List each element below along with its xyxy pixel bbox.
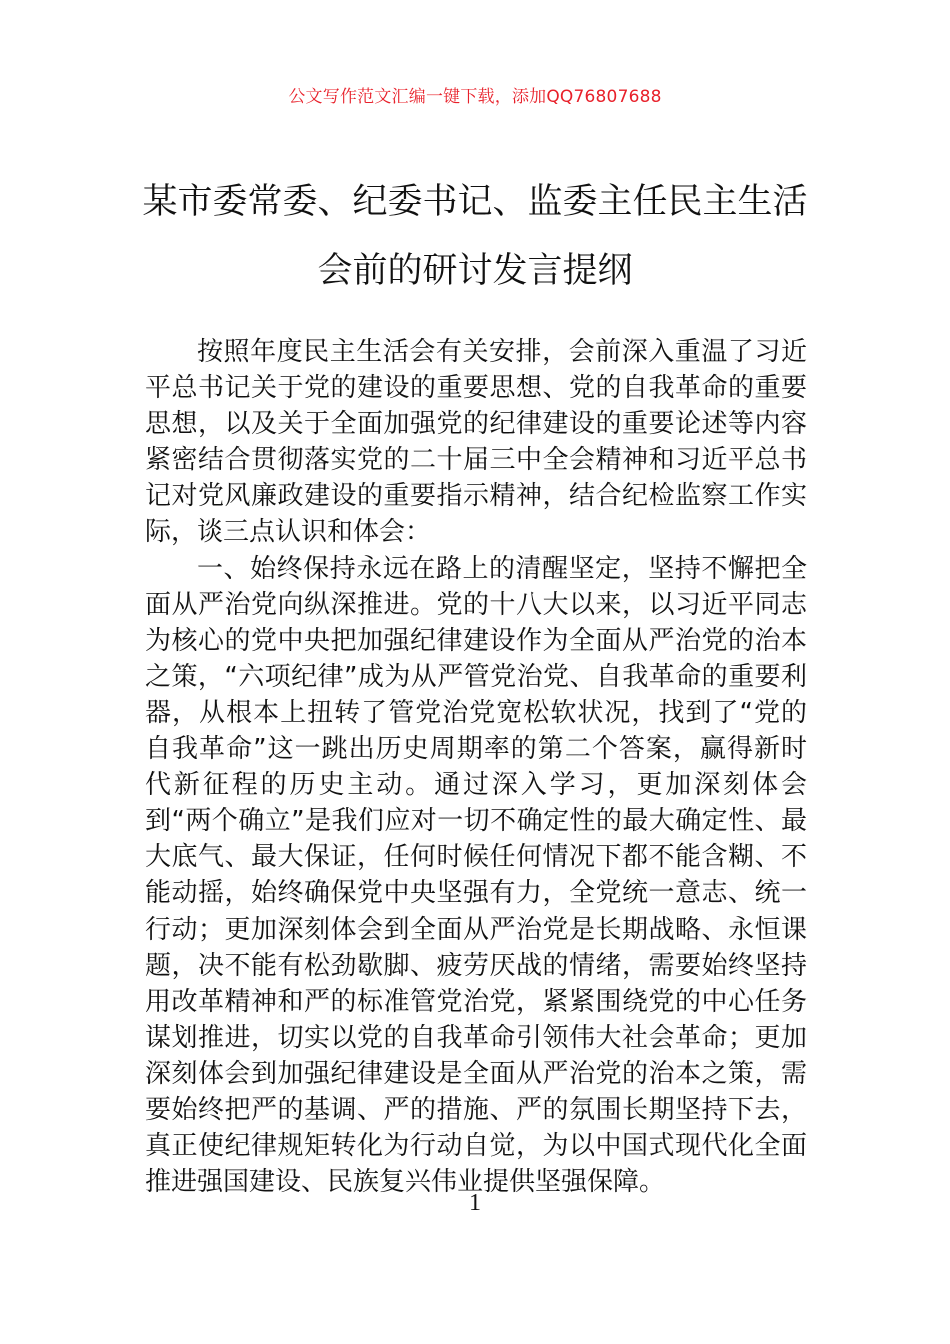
document-body: [145, 334, 807, 1200]
intro-paragraph: 按照年度民主生活会有关安排，会前深入重温了习近平总书记关于党的建设的重要思想、党的自我革命的重要思想，以及关于全面加强党的纪律建设的重要论述等内容紧密结合贯彻落实党的二十届三中全会精神和习近平总书记对党风廉政建设的重要指示精神，结合纪检监察工作实际，谈三点认识和体会：: [145, 337, 807, 548]
page-number: 1: [469, 1190, 481, 1216]
download-banner: 公文写作范文汇编一键下载，添加QQ76807688: [288, 87, 662, 107]
section-one-paragraph: 一、始终保持永远在路上的清醒坚定，坚持不懈把全面从严治党向纵深推进。党的十八大以来，以习近平同志为核心的党中央把加强纪律建设作为全面从严治党的治本之策，“六项纪律”成为从严管党治党、自我革命的重要利器，从根本上扭转了管党治党宽松软状况，找到了“党的自我革命”这一跳出历史周期率的第二个答案，赢得新时代新征程的历史主动。通过深入学习，更加深刻体会到“两个确立”是我们应对一切不确定性的最大确定性、最大底气、最大保证，任何时候任何情况下都不能含糊、不能动摇，始终确保党中央坚强有力，全党统一意志、统一行动；更加深刻体会到全面从严治党是长期战略、永恒课题，决不能有松劲歇脚、疲劳厌战的情绪，需要始终坚持用改革精神和严的标准管党治党，紧紧围绕党的中心任务谋划推进，切实以党的自我革命引领伟大社会革命；更加深刻体会到加强纪律建设是全面从严治党的治本之策，需要始终把严的基调、严的措施、严的氛围长期坚持下去，真正使纪律规矩转化为行动自觉，为以中国式现代化全面推进强国建设、民族复兴伟业提供坚强保障。: [145, 553, 807, 1198]
document-title: 某市委常委、纪委书记、监委主任民主生活会前的研讨发言提纲: [142, 182, 808, 291]
